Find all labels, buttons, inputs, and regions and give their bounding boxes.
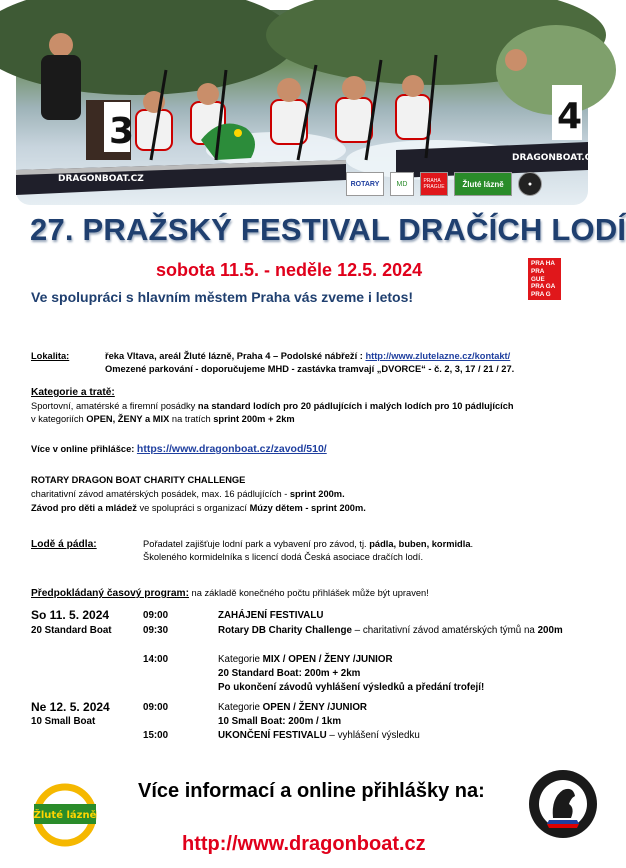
lode-line2: Školeného kormidelníka s licencí dodá Česká asociace dračích lodí. (143, 552, 424, 562)
prihlaska-line: Více v online přihlášce: https://www.dragonboat.cz/zavod/510/ (31, 443, 327, 455)
dragonboat-zavod-link[interactable]: https://www.dragonboat.cz/zavod/510/ (136, 443, 327, 455)
zlute-lazne-footer-logo (32, 782, 98, 848)
charity-line1: charitativní závod amatérských posádek, max. 16 pádlujících - sprint 200m. (31, 489, 345, 499)
program-heading: Předpokládaný časový program: na základě konečného počtu přihlášek může být upraven! (31, 588, 429, 599)
saturday-boat: 20 Standard Boat (31, 625, 112, 636)
svg-text:Žluté lázně: Žluté lázně (33, 810, 97, 821)
sunday-date: Ne 12. 5. 2024 (31, 700, 110, 714)
svg-text:DRAGONBOAT.CZ: DRAGONBOAT.CZ (512, 153, 598, 163)
dragonboat-footer-link[interactable]: http://www.dragonboat.cz (182, 833, 426, 855)
lokalita-label: Lokalita: (31, 351, 70, 361)
hero-photo (16, 10, 598, 205)
saturday-date: So 11. 5. 2024 (31, 608, 110, 622)
kategorie-line1: Sportovní, amatérské a firemní posádky na standard lodích pro 20 pádlujících i malých lodích pro 10 pádlujících (31, 401, 514, 411)
svg-text:DRAGONBOAT.CZ: DRAGONBOAT.CZ (58, 174, 144, 184)
sat-event-1: ZAHÁJENÍ FESTIVALU (218, 610, 324, 621)
muzy-detem-logo: MD (390, 172, 414, 196)
cdba-small-logo: ● (518, 172, 542, 196)
page-title: 27. PRAŽSKÝ FESTIVAL DRAČÍCH LODÍ (30, 212, 626, 247)
zlute-lazne-logo: Žluté lázně (454, 172, 512, 196)
lokalita-line2: Omezené parkování - doporučujeme MHD - zastávka tramvají „DVORCE“ - č. 2, 3, 17 / 21 / 27. (105, 364, 515, 374)
lokalita-line1: řeka Vltava, areál Žluté lázně, Praha 4 – Podolské nábřeží : http://www.zlutelazne.cz/kontakt/ (105, 351, 511, 361)
charity-line2: Závod pro děti a mládež ve spolupráci s organizací Múzy dětem - sprint 200m. (31, 503, 366, 513)
lode-label: Lodě á pádla: (31, 539, 97, 550)
sun-event-1-boat: 10 Small Boat: 200m / 1km (218, 716, 342, 727)
sun-time-1: 09:00 (143, 702, 169, 713)
praha-badge: PRA HA PRA GUE PRA GA PRA G (528, 258, 561, 300)
sat-event-3: Kategorie MIX / OPEN / ŽENY /JUNIOR (218, 654, 393, 665)
sun-time-2: 15:00 (143, 730, 169, 741)
rotary-logo: ROTARY (346, 172, 384, 196)
kategorie-label: Kategorie a tratě: (31, 387, 115, 398)
intro-text: Ve spolupráci s hlavním městem Praha vás zveme i letos! (31, 289, 414, 305)
praha-logo: PRAHA PRAGUE (420, 172, 448, 196)
sponsor-logos (346, 172, 542, 196)
sat-time-1: 09:00 (143, 610, 169, 621)
sunday-boat: 10 Small Boat (31, 716, 96, 727)
sun-event-2: UKONČENÍ FESTIVALU – vyhlášení výsledku (218, 730, 420, 741)
sat-event-3-note: Po ukončení závodů vyhlášení výsledků a předání trofejí! (218, 682, 485, 693)
svg-text:3: 3 (109, 111, 135, 152)
lode-line1: Pořadatel zajišťuje lodní park a vybavení pro závod, tj. pádla, buben, kormidla. (143, 539, 474, 549)
sat-event-2: Rotary DB Charity Challenge – charitativní závod amatérských týmů na 200m (218, 625, 563, 636)
charity-title: ROTARY DRAGON BOAT CHARITY CHALLENGE (31, 475, 246, 485)
sat-time-2: 09:30 (143, 625, 169, 636)
sat-event-3-boat: 20 Standard Boat: 200m + 2km (218, 668, 361, 679)
event-dates: sobota 11.5. - neděle 12.5. 2024 (156, 260, 423, 280)
kategorie-line2: v kategoriích OPEN, ŽENY a MIX na tratích sprint 200m + 2km (31, 414, 295, 424)
svg-text:4: 4 (557, 96, 583, 137)
cdba-logo (527, 768, 599, 840)
sun-event-1: Kategorie OPEN / ŽENY /JUNIOR (218, 702, 368, 713)
zlutelazne-link[interactable]: http://www.zlutelazne.cz/kontakt/ (365, 351, 511, 361)
footer-cta: Více informací a online přihlášky na: (138, 780, 485, 802)
sat-time-3: 14:00 (143, 654, 169, 665)
